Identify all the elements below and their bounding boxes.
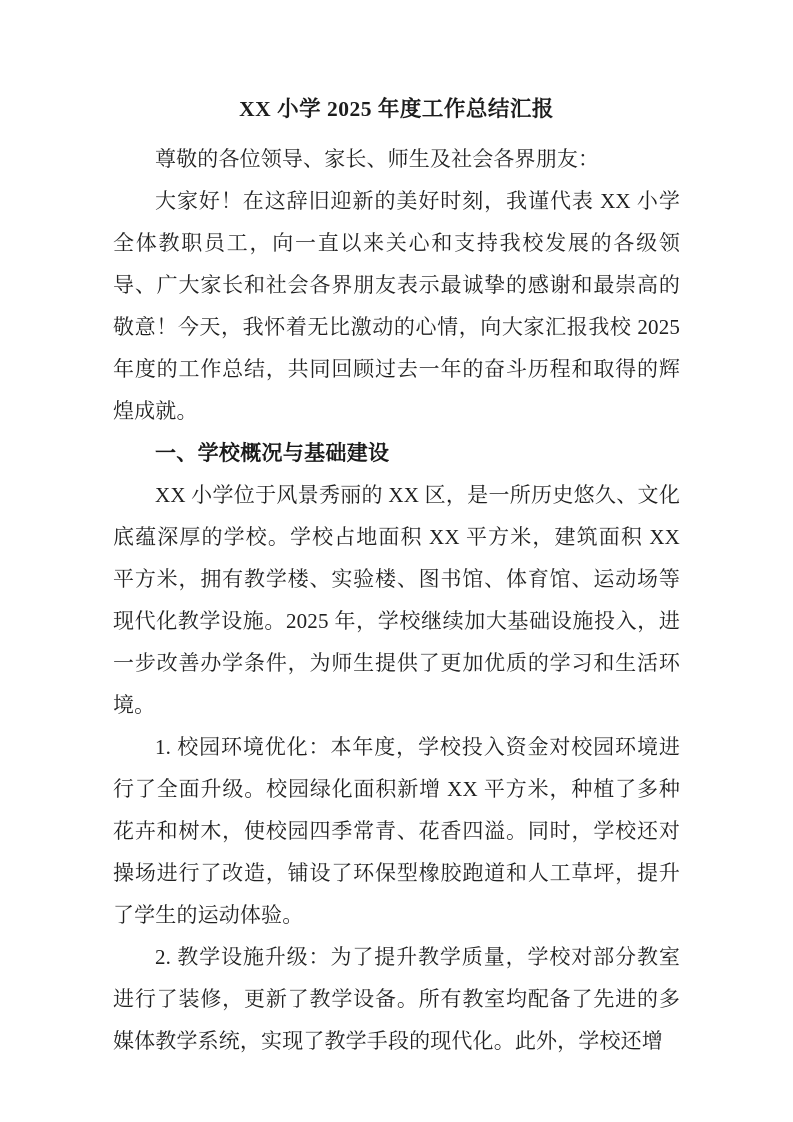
section-1-intro-paragraph: XX 小学位于风景秀丽的 XX 区，是一所历史悠久、文化底蕴深厚的学校。学校占地面积 XX 平方米，建筑面积 XX 平方米，拥有教学楼、实验楼、图书馆、体育馆、运动场等现代化教学设施。2025 年，学校继续加大基础设施投入，进一步改善办学条件，为师生提供了更加优质的学习和生活环境。 <box>113 483 680 717</box>
opening-paragraph: 大家好！在这辞旧迎新的美好时刻，我谨代表 XX 小学全体教职员工，向一直以来关心和支持我校发展的各级领导、广大家长和社会各界朋友表示最诚挚的感谢和最崇高的敬意！今天，我怀着无比激动的心情，向大家汇报我校 2025 年度的工作总结，共同回顾过去一年的奋斗历程和取得的辉煌成就。 <box>113 189 680 423</box>
document-body <box>113 88 680 1062</box>
page-title: XX 小学 2025 年度工作总结汇报 <box>239 97 554 121</box>
section-heading-1: 一、学校概况与基础建设 <box>155 441 390 465</box>
section-1-item-1: 1. 校园环境优化：本年度，学校投入资金对校园环境进行了全面升级。校园绿化面积新增 XX 平方米，种植了多种花卉和树木，使校园四季常青、花香四溢。同时，学校还对操场进行了改造，铺设了环保型橡胶跑道和人工草坪，提升了学生的运动体验。 <box>113 735 680 927</box>
salutation-paragraph: 尊敬的各位领导、家长、师生及社会各界朋友： <box>155 147 600 171</box>
section-1-item-2: 2. 教学设施升级：为了提升教学质量，学校对部分教室进行了装修，更新了教学设备。所有教室均配备了先进的多媒体教学系统，实现了教学手段的现代化。此外，学校还增 <box>113 945 680 1053</box>
